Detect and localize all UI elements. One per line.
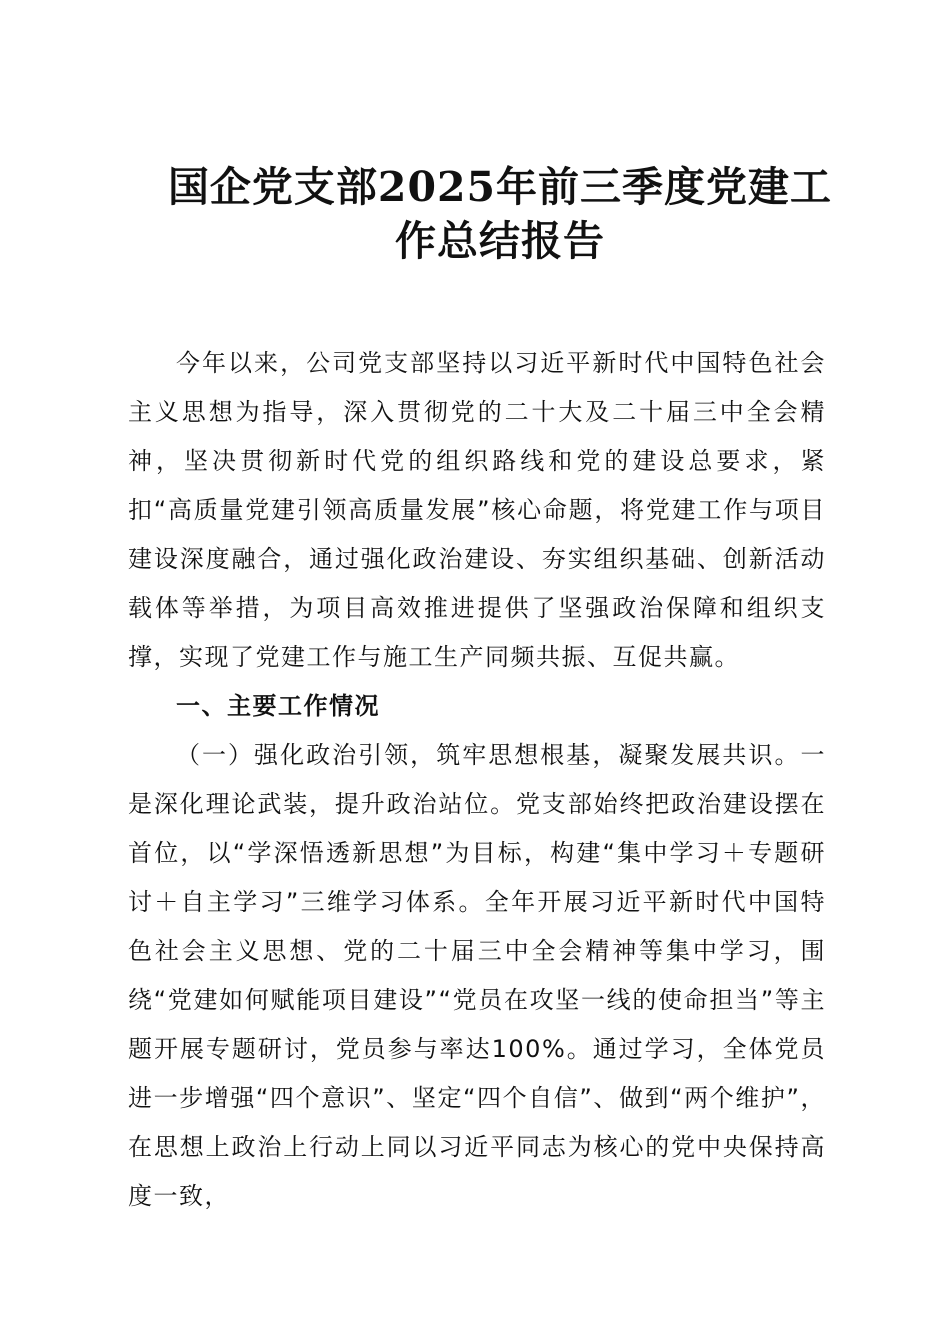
title-line-2: 作总结报告 — [395, 217, 605, 265]
document-body — [128, 339, 826, 1221]
title-line-1: 国企党支部2025年前三季度党建工 — [167, 163, 833, 211]
body-paragraph: （一）强化政治引领，筑牢思想根基，凝聚发展共识。一是深化理论武装，提升政治站位。党支部始终把政治建设摆在首位，以“学深悟透新思想”为目标，构建“集中学习＋专题研讨＋自主学习”三维学习体系。全年开展习近平新时代中国特色社会主义思想、党的二十届三中全会精神等集中学习，围绕“党建如何赋能项目建设”“党员在攻坚一线的使命担当”等主题开展专题研讨，党员参与率达100%。通过学习，全体党员进一步增强“四个意识”、坚定“四个自信”、做到“两个维护”，在思想上政治上行动上同以习近平同志为核心的党中央保持高度一致， — [128, 741, 826, 1210]
document-title — [150, 160, 850, 268]
intro-paragraph: 今年以来，公司党支部坚持以习近平新时代中国特色社会主义思想为指导，深入贯彻党的二十大及二十届三中全会精神，坚决贯彻新时代党的组织路线和党的建设总要求，紧扣“高质量党建引领高质量发展”核心命题，将党建工作与项目建设深度融合，通过强化政治建设、夯实组织基础、创新活动载体等举措，为项目高效推进提供了坚强政治保障和组织支撑，实现了党建工作与施工生产同频共振、互促共赢。 — [128, 349, 826, 671]
section-heading: 一、主要工作情况 — [176, 692, 380, 720]
